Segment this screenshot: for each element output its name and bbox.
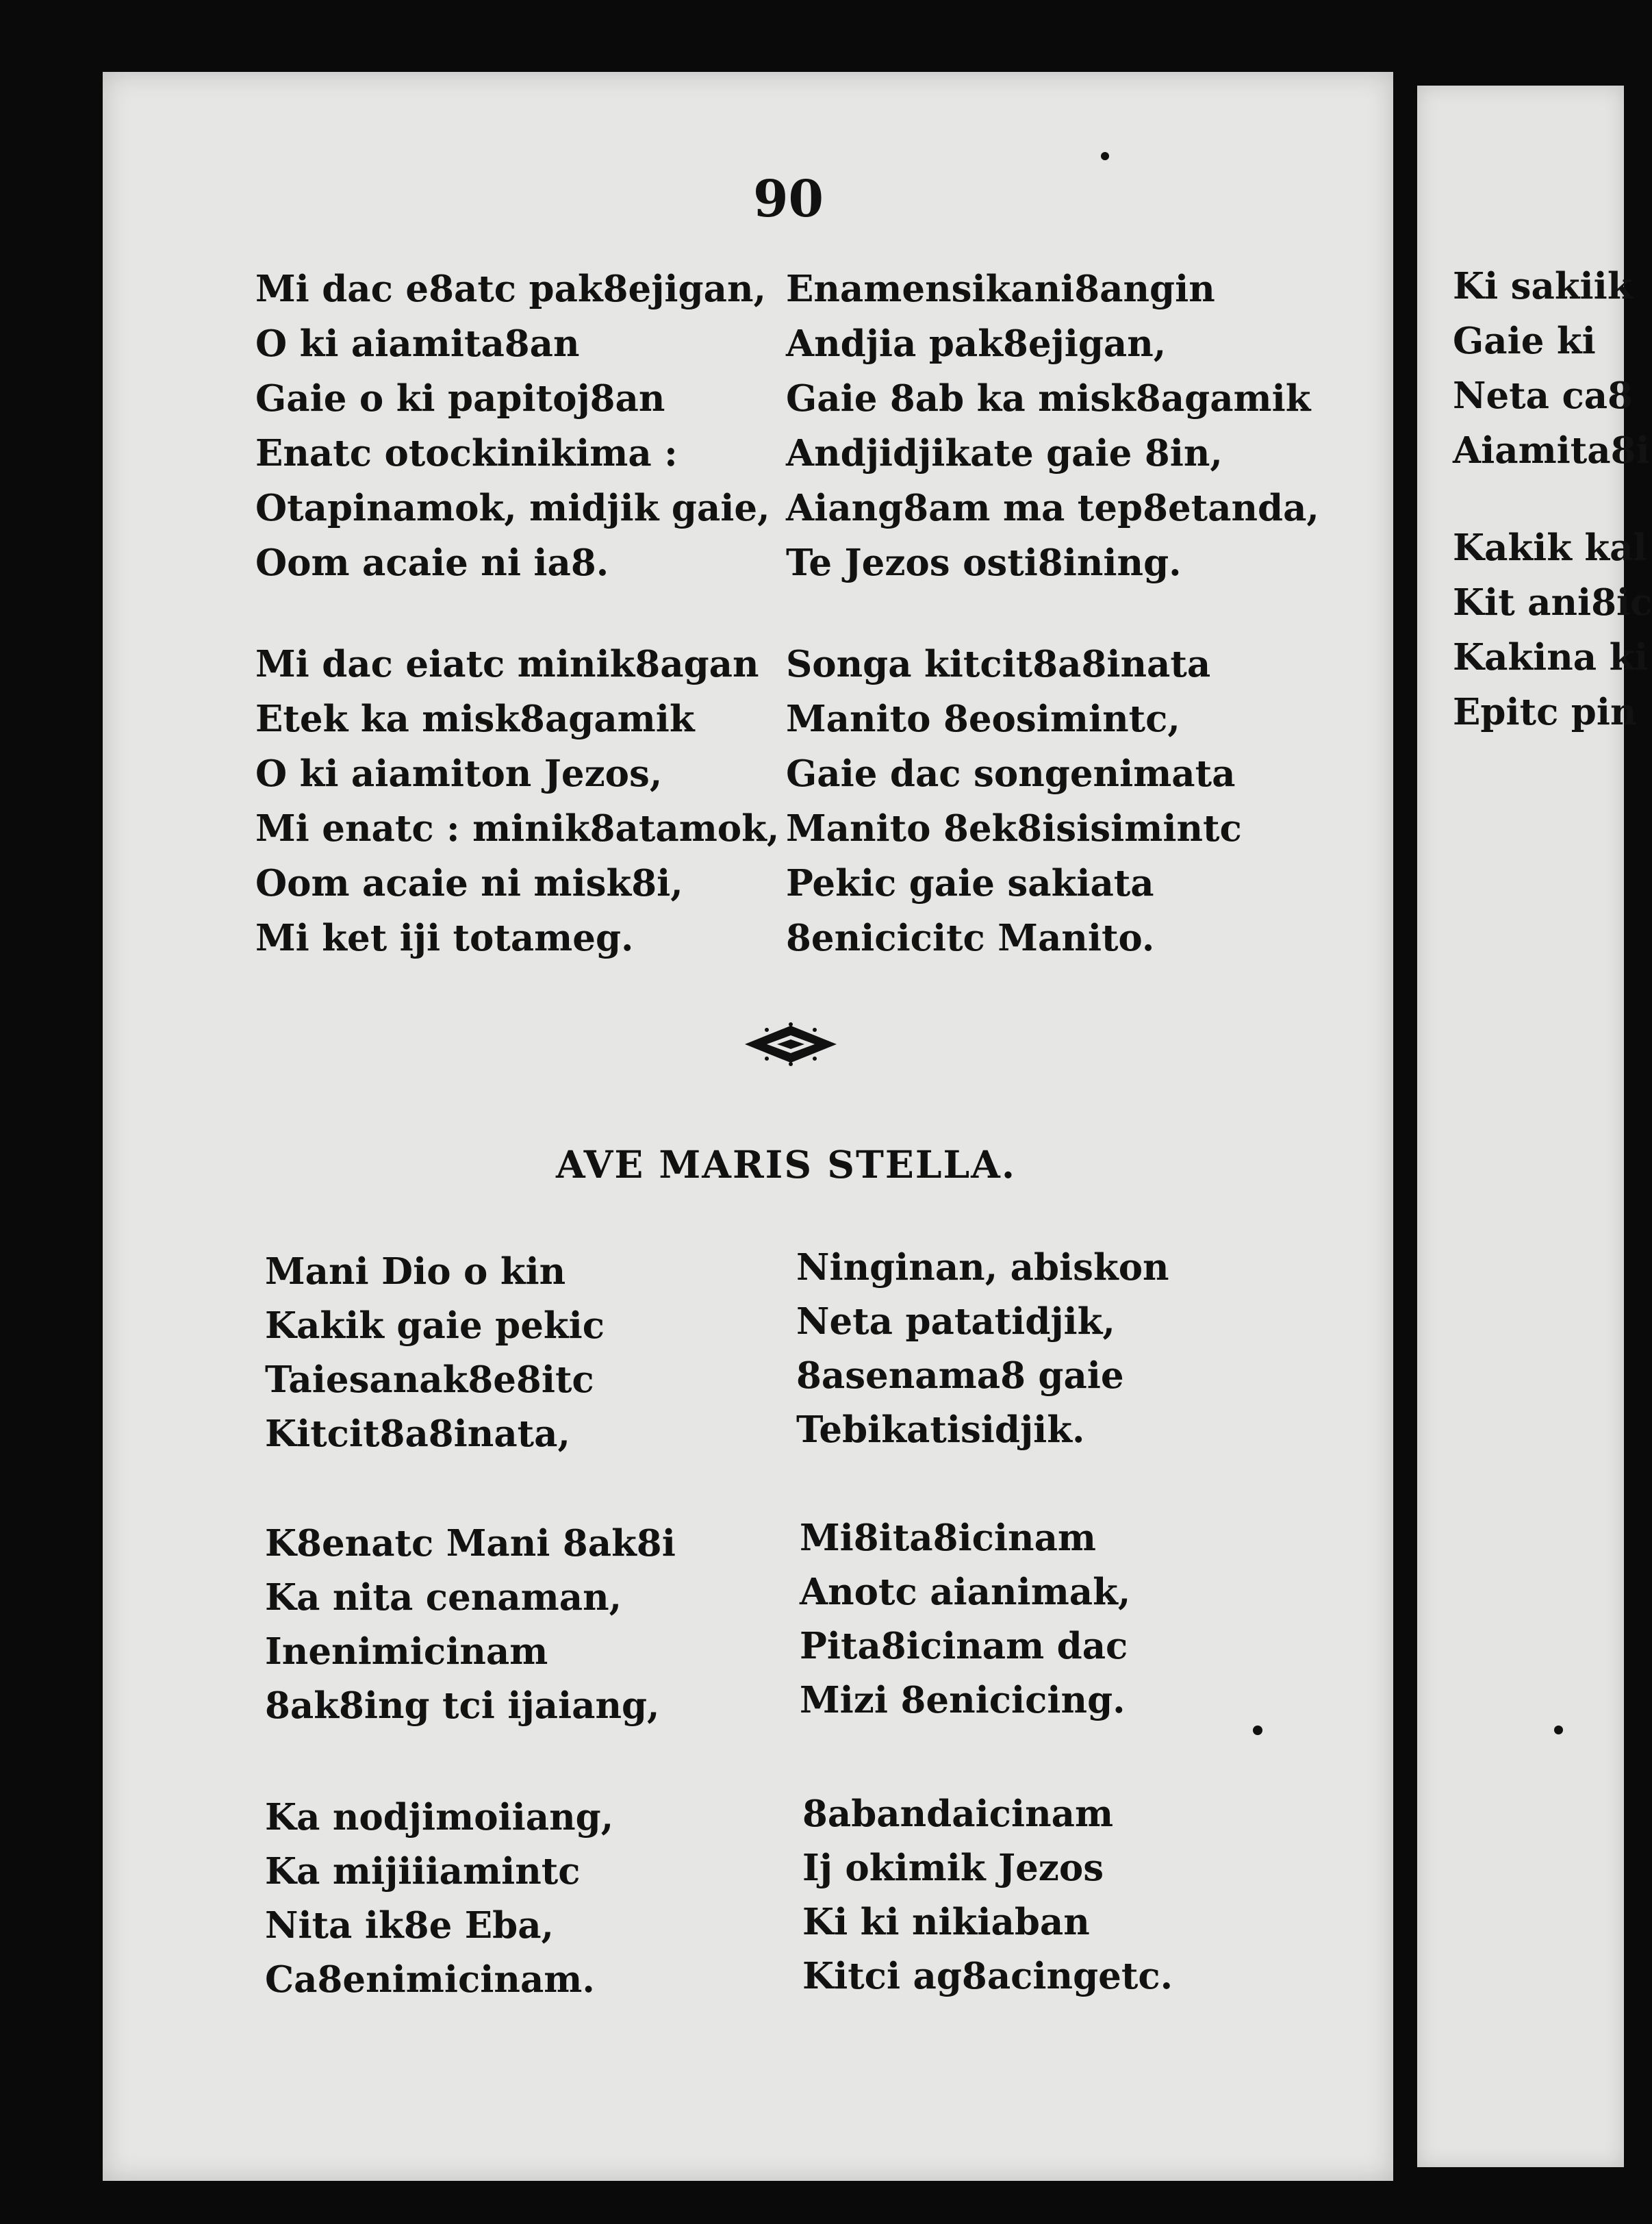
verse-line: Epitc pin <box>1453 691 1637 733</box>
verse-line: 8asenama8 gaie <box>796 1354 1124 1397</box>
hymn-left-stanza-3 <box>265 1791 613 2007</box>
verse-line: Gaie o ki papitoj8an <box>255 377 665 420</box>
hymn-title: AVE MARIS STELLA. <box>556 1142 1017 1187</box>
verse-line: Songa kitcit8a8inata <box>786 643 1211 685</box>
verse-line: Inenimicinam <box>265 1630 548 1673</box>
verse-line: Oom acaie ni ia8. <box>255 542 609 584</box>
verse-line: Ki sakiik <box>1453 265 1633 307</box>
verse-line: Otapinamok, midjik gaie, <box>255 487 770 529</box>
verse-line: Gaie 8ab ka misk8agamik <box>786 377 1311 420</box>
right-stanza-1 <box>786 262 1319 590</box>
adjacent-stanza-1 <box>1453 259 1650 478</box>
hymn-right-stanza-1 <box>796 1241 1169 1457</box>
verse-line: Kakik gaie pekic <box>265 1304 605 1347</box>
verse-line: Andjia pak8ejigan, <box>786 323 1167 365</box>
verse-line: 8ak8ing tci ijaiang, <box>265 1684 660 1727</box>
verse-line: Mi dac eiatc minik8agan <box>255 643 759 685</box>
verse-line: K8enatc Mani 8ak8i <box>265 1522 676 1565</box>
verse-line: Kitci ag8acingetc. <box>802 1955 1173 1997</box>
verse-line: Kakina ki <box>1453 636 1649 679</box>
verse-line: Pita8icinam dac <box>800 1625 1128 1667</box>
verse-line: Ij okimik Jezos <box>802 1847 1104 1889</box>
ink-speck <box>1253 1726 1262 1735</box>
verse-line: 8enicicitc Manito. <box>786 917 1155 959</box>
verse-line: O ki aiamita8an <box>255 323 580 365</box>
adjacent-stanza-2 <box>1453 520 1652 740</box>
verse-line: Manito 8ek8isisimintc <box>786 807 1242 850</box>
verse-line: Ninginan, abiskon <box>796 1246 1169 1289</box>
verse-line: Ki ki nikiaban <box>802 1901 1090 1943</box>
verse-line: O ki aiamiton Jezos, <box>255 753 663 795</box>
hymn-right-stanza-2 <box>800 1511 1130 1728</box>
verse-line: Manito 8eosimintc, <box>786 698 1180 740</box>
ornament-icon <box>739 1020 842 1068</box>
hymn-right-stanza-3 <box>802 1787 1173 2004</box>
right-stanza-2 <box>786 637 1242 965</box>
hymn-left-stanza-1 <box>265 1245 605 1461</box>
verse-line: Taiesanak8e8itc <box>265 1359 594 1401</box>
verse-line: Ka nodjimoiiang, <box>265 1796 614 1838</box>
verse-line: Ca8enimicinam. <box>265 1958 595 2001</box>
ink-speck <box>1101 152 1109 160</box>
verse-line: Ka nita cenaman, <box>265 1576 622 1619</box>
verse-line: Gaie dac songenimata <box>786 753 1236 795</box>
verse-line: Pekic gaie sakiata <box>786 862 1154 905</box>
hymn-left-stanza-2 <box>265 1517 676 1733</box>
verse-line: Oom acaie ni misk8i, <box>255 862 683 905</box>
verse-line: Mi dac e8atc pak8ejigan, <box>255 268 766 310</box>
verse-line: Kitcit8a8inata, <box>265 1413 570 1455</box>
page-number: 90 <box>753 170 824 229</box>
verse-line: Anotc aianimak, <box>800 1571 1131 1613</box>
verse-line: Aiamita8i <box>1453 429 1650 472</box>
ink-speck <box>1554 1726 1563 1734</box>
verse-line: Mi8ita8icinam <box>800 1517 1097 1559</box>
verse-line: Andjidjikate gaie 8in, <box>786 432 1223 475</box>
left-stanza-1 <box>255 262 770 590</box>
verse-line: Te Jezos osti8ining. <box>786 542 1182 584</box>
verse-line: Enatc otockinikima : <box>255 432 678 475</box>
verse-line: Neta patatidjik, <box>796 1300 1115 1343</box>
verse-line: Kit ani8ic <box>1453 581 1652 624</box>
verse-line: Neta ca8 <box>1453 375 1633 417</box>
verse-line: Gaie ki <box>1453 320 1596 362</box>
verse-line: Tebikatisidjik. <box>796 1408 1085 1451</box>
verse-line: Mizi 8enicicing. <box>800 1679 1126 1721</box>
left-stanza-2 <box>255 637 779 965</box>
verse-line: 8abandaicinam <box>802 1793 1114 1835</box>
verse-line: Mani Dio o kin <box>265 1250 566 1293</box>
verse-line: Kakik kal <box>1453 527 1647 569</box>
verse-line: Enamensikani8angin <box>786 268 1215 310</box>
verse-line: Aiang8am ma tep8etanda, <box>786 487 1319 529</box>
verse-line: Nita ik8e Eba, <box>265 1904 555 1947</box>
verse-line: Ka mijiiiamintc <box>265 1850 581 1893</box>
verse-line: Mi ket iji totameg. <box>255 917 634 959</box>
verse-line: Etek ka misk8agamik <box>255 698 695 740</box>
verse-line: Mi enatc : minik8atamok, <box>255 807 780 850</box>
